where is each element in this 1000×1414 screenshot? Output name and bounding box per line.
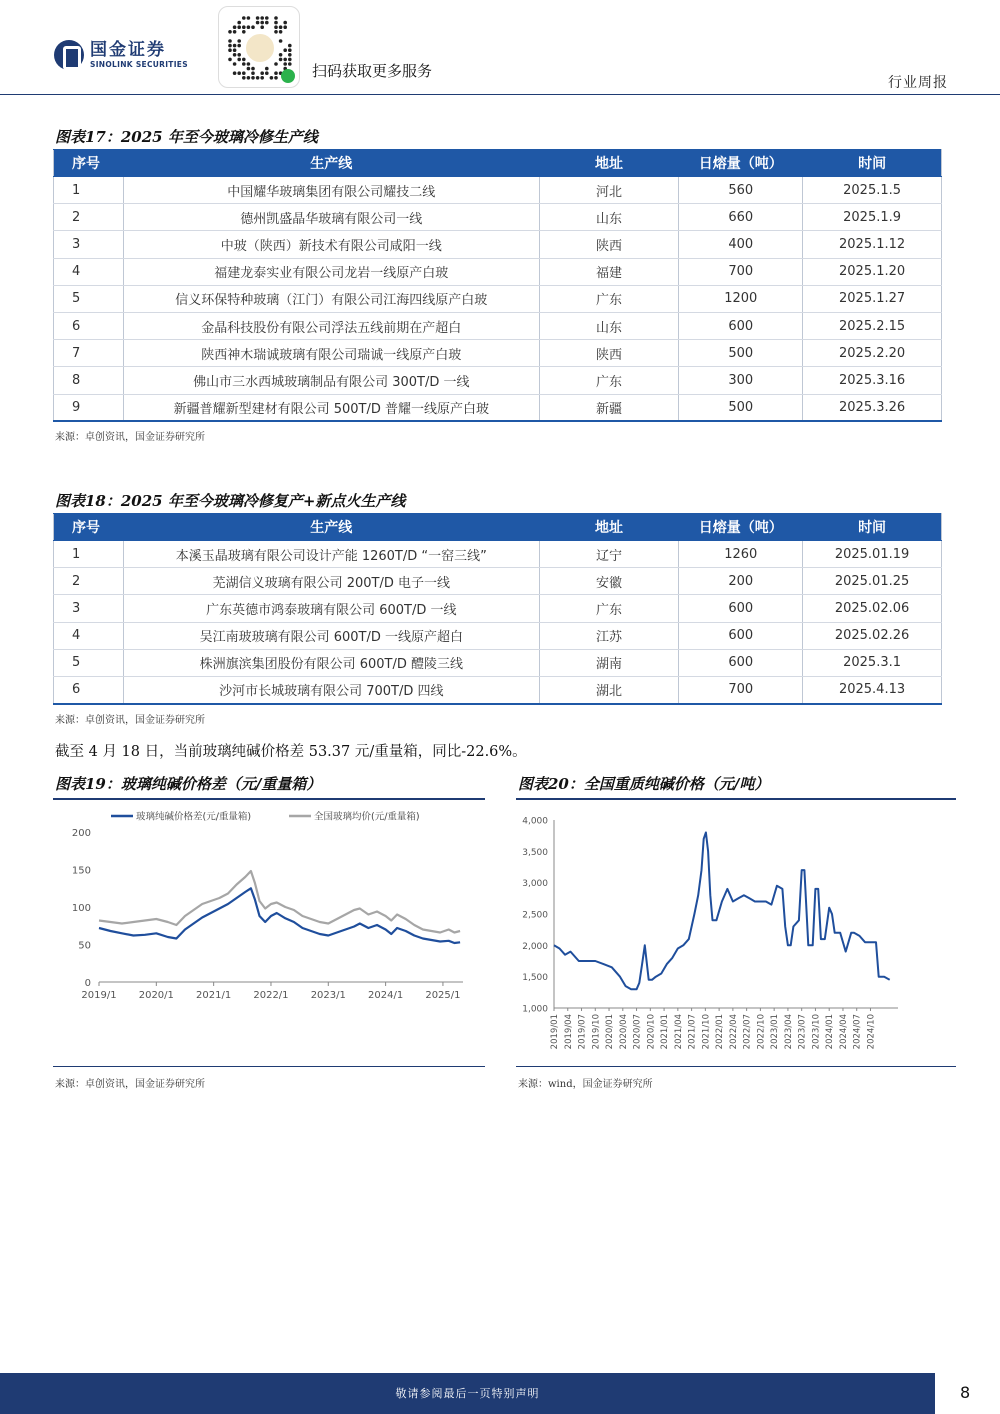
- table17: [53, 149, 942, 422]
- table-cell: 8: [54, 367, 124, 394]
- table-cell: 2025.3.1: [803, 649, 942, 676]
- chart19-title: 图表19：玻璃纯碱价格差（元/重量箱）: [55, 775, 322, 793]
- table-cell: 辽宁: [539, 541, 679, 568]
- table-cell: 2025.2.20: [803, 340, 942, 367]
- table18-source: 来源：卓创资讯，国金证券研究所: [55, 715, 205, 726]
- table-cell: 山东: [539, 312, 679, 339]
- x-tick-label: 2022/01: [715, 1014, 726, 1050]
- logo-mark-icon: [54, 40, 84, 70]
- table-row: [54, 394, 942, 421]
- table-cell: 5: [54, 649, 124, 676]
- y-tick-label: 0: [84, 978, 91, 989]
- column-header: 地址: [539, 150, 679, 177]
- y-tick-label: 1,000: [522, 1004, 548, 1015]
- table-cell: 600: [679, 595, 803, 622]
- table-cell: 2025.3.26: [803, 394, 942, 421]
- table-row: [54, 676, 942, 703]
- table-row: [54, 312, 942, 339]
- table-cell: 3: [54, 595, 124, 622]
- series-line: [99, 888, 460, 943]
- table-cell: 芜湖信义玻璃有限公司 200T/D 电子一线: [123, 568, 539, 595]
- table-cell: 金晶科技股份有限公司浮法五线前期在产超白: [123, 312, 539, 339]
- table-cell: 660: [679, 204, 803, 231]
- table-cell: 200: [679, 568, 803, 595]
- column-header: 生产线: [123, 514, 539, 541]
- x-tick-label: 2021/01: [660, 1014, 671, 1050]
- table-cell: 新疆: [539, 394, 679, 421]
- x-tick-label: 2023/04: [783, 1014, 794, 1050]
- chart19-source: 来源：卓创资讯，国金证券研究所: [55, 1079, 205, 1090]
- table-cell: 中玻（陕西）新技术有限公司咸阳一线: [123, 231, 539, 258]
- table18: [53, 513, 942, 705]
- table-cell: 广东: [539, 595, 679, 622]
- series-line: [99, 871, 460, 933]
- column-header: 时间: [803, 514, 942, 541]
- scan-prompt: 扫码获取更多服务: [312, 62, 433, 80]
- table-cell: 湖南: [539, 649, 679, 676]
- table-cell: 2025.1.5: [803, 177, 942, 204]
- y-tick-label: 2,500: [522, 910, 548, 921]
- page-number: 8: [960, 1383, 971, 1402]
- table-cell: 陕西: [539, 340, 679, 367]
- table-cell: 信义环保特种玻璃（江门）有限公司江海四线原产白玻: [123, 285, 539, 312]
- table-cell: 佛山市三水西城玻璃制品有限公司 300T/D 一线: [123, 367, 539, 394]
- column-header: 地址: [539, 514, 679, 541]
- table-cell: 2025.01.25: [803, 568, 942, 595]
- table-cell: 湖北: [539, 676, 679, 703]
- table-cell: 600: [679, 312, 803, 339]
- table18-title: 图表18：2025 年至今玻璃冷修复产+新点火生产线: [55, 492, 406, 510]
- column-header: 日熔量（吨）: [679, 150, 803, 177]
- x-tick-label: 2019/04: [563, 1014, 574, 1050]
- x-tick-label: 2024/01: [825, 1014, 836, 1050]
- table-cell: 广东: [539, 285, 679, 312]
- table-cell: 6: [54, 676, 124, 703]
- table-cell: 2025.1.27: [803, 285, 942, 312]
- x-tick-label: 2020/01: [605, 1014, 616, 1050]
- table-row: [54, 568, 942, 595]
- table-cell: 700: [679, 676, 803, 703]
- table-cell: 600: [679, 622, 803, 649]
- y-tick-label: 100: [71, 903, 91, 914]
- summary-paragraph: 截至 4 月 18 日，当前玻璃纯碱价格差 53.37 元/重量箱，同比-22.6%。: [55, 744, 527, 760]
- table-row: [54, 204, 942, 231]
- table-cell: 3: [54, 231, 124, 258]
- x-tick-label: 2023/01: [770, 1014, 781, 1050]
- y-tick-label: 200: [71, 828, 91, 839]
- table-cell: 1260: [679, 541, 803, 568]
- x-tick-label: 2020/1: [138, 990, 174, 1001]
- table-cell: 沙河市长城玻璃有限公司 700T/D 四线: [123, 676, 539, 703]
- table-cell: 江苏: [539, 622, 679, 649]
- table-cell: 9: [54, 394, 124, 421]
- table-row: [54, 367, 942, 394]
- x-tick-label: 2023/07: [797, 1014, 808, 1050]
- table-row: [54, 595, 942, 622]
- table-cell: 陕西神木瑞诚玻璃有限公司瑞诚一线原产白玻: [123, 340, 539, 367]
- logo-en: SINOLINK SECURITIES: [90, 60, 188, 69]
- table-cell: 2025.02.26: [803, 622, 942, 649]
- table-cell: 本溪玉晶玻璃有限公司设计产能 1260T/D “一窑三线”: [123, 541, 539, 568]
- x-tick-label: 2022/04: [728, 1014, 739, 1050]
- table-cell: 2025.3.16: [803, 367, 942, 394]
- table-cell: 吴江南玻玻璃有限公司 600T/D 一线原产超白: [123, 622, 539, 649]
- table-cell: 广东: [539, 367, 679, 394]
- x-tick-label: 2019/10: [591, 1014, 602, 1050]
- x-tick-label: 2024/07: [852, 1014, 863, 1050]
- table-cell: 700: [679, 258, 803, 285]
- chart20-source: 来源：wind，国金证券研究所: [518, 1079, 653, 1090]
- table-cell: 2025.01.19: [803, 541, 942, 568]
- table-cell: 7: [54, 340, 124, 367]
- column-header: 序号: [54, 150, 124, 177]
- y-tick-label: 1,500: [522, 973, 548, 984]
- table-cell: 德州凯盛晶华玻璃有限公司一线: [123, 204, 539, 231]
- x-tick-label: 2020/07: [632, 1014, 643, 1050]
- y-tick-label: 50: [78, 940, 91, 952]
- table-row: [54, 231, 942, 258]
- table-row: [54, 258, 942, 285]
- table-cell: 山东: [539, 204, 679, 231]
- table-cell: 4: [54, 258, 124, 285]
- chart20-bottom-rule: [516, 1066, 956, 1067]
- table-cell: 2025.02.06: [803, 595, 942, 622]
- series-line: [554, 833, 890, 990]
- chart19: [53, 800, 485, 1065]
- x-tick-label: 2022/07: [742, 1014, 753, 1050]
- table-cell: 2: [54, 568, 124, 595]
- page-footer: [0, 1373, 1000, 1414]
- chart20: [516, 800, 956, 1065]
- legend-label: 全国玻璃均价(元/重量箱): [314, 811, 420, 823]
- legend-label: 玻璃纯碱价格差(元/重量箱): [136, 811, 252, 823]
- table-cell: 株洲旗滨集团股份有限公司 600T/D 醴陵三线: [123, 649, 539, 676]
- x-tick-label: 2019/1: [81, 990, 117, 1001]
- x-tick-label: 2019/07: [577, 1014, 588, 1050]
- x-tick-label: 2024/1: [368, 990, 404, 1001]
- x-tick-label: 2020/10: [646, 1014, 657, 1050]
- x-tick-label: 2021/1: [196, 990, 232, 1001]
- footer-disclaimer[interactable]: 敬请参阅最后一页特别声明: [395, 1387, 540, 1400]
- table-cell: 400: [679, 231, 803, 258]
- qr-code-icon[interactable]: [218, 6, 300, 88]
- table-cell: 陕西: [539, 231, 679, 258]
- company-logo: [54, 40, 188, 70]
- table-cell: 广东英德市鸿泰玻璃有限公司 600T/D 一线: [123, 595, 539, 622]
- column-header: 时间: [803, 150, 942, 177]
- table-row: [54, 541, 942, 568]
- x-tick-label: 2019/01: [550, 1014, 560, 1050]
- table-cell: 2025.1.20: [803, 258, 942, 285]
- x-tick-label: 2021/07: [687, 1014, 698, 1050]
- column-header: 序号: [54, 514, 124, 541]
- x-tick-label: 2022/10: [756, 1014, 767, 1050]
- x-tick-label: 2025/1: [425, 990, 461, 1001]
- table-cell: 1: [54, 541, 124, 568]
- table-row: [54, 340, 942, 367]
- y-tick-label: 3,000: [522, 879, 548, 890]
- table-cell: 安徽: [539, 568, 679, 595]
- y-tick-label: 150: [71, 865, 91, 877]
- table-cell: 新疆普耀新型建材有限公司 500T/D 普耀一线原产白玻: [123, 394, 539, 421]
- table-row: [54, 177, 942, 204]
- column-header: 生产线: [123, 150, 539, 177]
- table-cell: 5: [54, 285, 124, 312]
- table-row: [54, 622, 942, 649]
- chart19-bottom-rule: [53, 1066, 485, 1067]
- x-tick-label: 2022/1: [253, 990, 289, 1001]
- x-tick-label: 2021/04: [673, 1014, 684, 1050]
- page-header: [0, 0, 1000, 96]
- table-cell: 2: [54, 204, 124, 231]
- table-cell: 6: [54, 312, 124, 339]
- x-tick-label: 2021/10: [701, 1014, 712, 1050]
- column-header: 日熔量（吨）: [679, 514, 803, 541]
- header-divider: [0, 94, 1000, 95]
- table-cell: 560: [679, 177, 803, 204]
- x-tick-label: 2023/1: [310, 990, 346, 1001]
- table-row: [54, 649, 942, 676]
- table-cell: 500: [679, 394, 803, 421]
- table-cell: 2025.1.12: [803, 231, 942, 258]
- table-cell: 600: [679, 649, 803, 676]
- table-cell: 1: [54, 177, 124, 204]
- table-cell: 福建: [539, 258, 679, 285]
- table-cell: 300: [679, 367, 803, 394]
- table-cell: 2025.2.15: [803, 312, 942, 339]
- table-cell: 2025.1.9: [803, 204, 942, 231]
- wechat-badge-icon: [281, 69, 295, 83]
- y-tick-label: 3,500: [522, 847, 548, 858]
- x-tick-label: 2023/10: [811, 1014, 822, 1050]
- x-tick-label: 2024/04: [838, 1014, 849, 1050]
- logo-cn: 国金证券: [90, 40, 166, 60]
- table17-source: 来源：卓创资讯，国金证券研究所: [55, 432, 205, 443]
- table-cell: 4: [54, 622, 124, 649]
- table-cell: 福建龙泰实业有限公司龙岩一线原产白玻: [123, 258, 539, 285]
- y-tick-label: 2,000: [522, 941, 548, 952]
- qr-center-logo: [244, 32, 276, 64]
- table17-title: 图表17：2025 年至今玻璃冷修生产线: [55, 128, 318, 146]
- table-cell: 2025.4.13: [803, 676, 942, 703]
- chart20-title: 图表20：全国重质纯碱价格（元/吨）: [518, 775, 770, 793]
- table-cell: 500: [679, 340, 803, 367]
- report-category: 行业周报: [888, 75, 948, 91]
- x-tick-label: 2020/04: [618, 1014, 629, 1050]
- y-tick-label: 4,000: [522, 816, 548, 827]
- x-tick-label: 2024/10: [866, 1014, 877, 1050]
- table-cell: 1200: [679, 285, 803, 312]
- table-cell: 中国耀华玻璃集团有限公司耀技二线: [123, 177, 539, 204]
- table-row: [54, 285, 942, 312]
- table-cell: 河北: [539, 177, 679, 204]
